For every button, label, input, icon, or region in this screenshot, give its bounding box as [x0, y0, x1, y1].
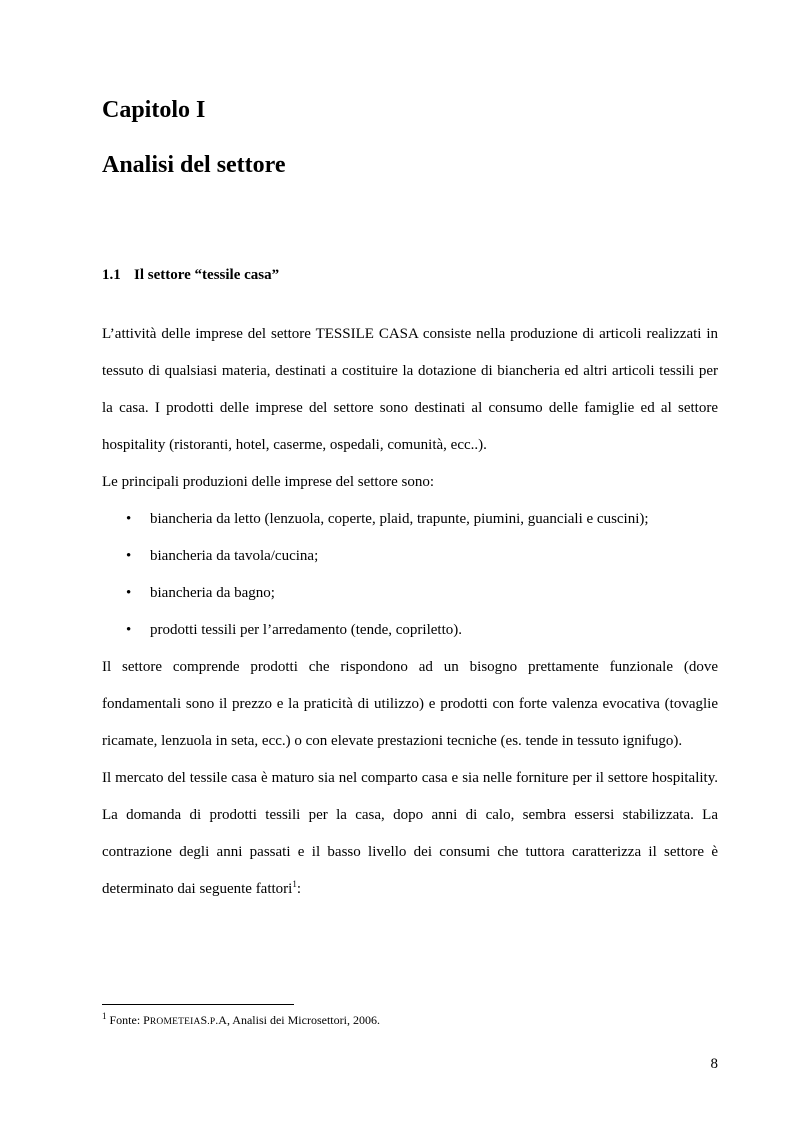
footnote — [102, 1012, 380, 1030]
footnote-source-rest: ROMETEIA — [149, 1017, 201, 1027]
paragraph: L’attività delle imprese del settore TESSILE CASA consiste nella produzione di articoli realizzati in tessuto di qualsiasi materia, destinati a costituire la dotazione di biancheria ed altri articoli tessili per la casa. I prodotti delle imprese del settore sono destinati al consumo delle famiglie ed al settore hospitality (ristoranti, hotel, caserme, ospedali, comunità, ecc..). — [102, 326, 718, 453]
paragraph-text: Il mercato del tessile casa è maturo sia nel comparto casa e sia nelle forniture per il settore hospitality. La domanda di prodotti tessili per la casa, dopo anni di calo, sembra essersi stabilizzata. La contrazione degli anni passati e il basso livello dei consumi che tuttora caratterizza il settore è determinato dai seguente fattori — [102, 770, 718, 897]
list-item — [102, 612, 718, 649]
paragraph: Le principali produzioni delle imprese del settore sono: — [102, 474, 434, 490]
list-item — [102, 575, 718, 612]
page-number: 8 — [710, 1056, 718, 1072]
paragraph: Il settore comprende prodotti che rispondono ad un bisogno prettamente funzionale (dove fondamentali sono il prezzo e la praticità di utilizzo) e prodotti con forte valenza evocativa (tovaglie ricamate, lenzuola in seta, ecc.) o con elevate prestazioni tecniche (es. tende in tessuto ignifugo). — [102, 659, 718, 749]
bullet-icon: • — [126, 585, 132, 601]
footnote-marker: 1 — [102, 1011, 107, 1021]
list-item-text: biancheria da letto (lenzuola, coperte, plaid, trapunte, piumini, guanciali e cuscini); — [150, 511, 649, 527]
footnote-source-initial: P — [143, 1013, 150, 1027]
section-title: Il settore “tessile casa” — [134, 267, 280, 283]
paragraph-end: : — [296, 881, 302, 897]
production-list — [102, 501, 718, 649]
footnote-company-p: P — [209, 1017, 216, 1027]
chapter-number: Capitolo I — [102, 97, 206, 123]
footnote-text: , Analisi dei Microsettori, 2006. — [226, 1013, 380, 1027]
section-number: 1.1 — [102, 267, 121, 283]
list-item-text: prodotti tessili per l’arredamento (tende, copriletto). — [150, 622, 462, 638]
bullet-icon: • — [126, 622, 132, 638]
section-heading — [102, 265, 279, 285]
bullet-icon: • — [126, 548, 132, 564]
bullet-icon: • — [126, 511, 132, 527]
footnote-divider — [102, 1004, 294, 1005]
body-text — [102, 316, 718, 908]
list-item — [102, 538, 718, 575]
list-item-text: biancheria da bagno; — [150, 585, 275, 601]
chapter-title: Analisi del settore — [102, 152, 286, 178]
footnote-company-mid: . — [207, 1017, 210, 1027]
footnote-reference[interactable]: 1 — [292, 879, 297, 889]
list-item-text: biancheria da tavola/cucina; — [150, 548, 319, 564]
footnote-prefix: Fonte: — [109, 1013, 144, 1027]
footnote-company-end: .A — [215, 1013, 227, 1027]
footnote-company-s: S — [200, 1013, 208, 1027]
paragraph — [102, 760, 718, 908]
list-item — [102, 501, 718, 538]
